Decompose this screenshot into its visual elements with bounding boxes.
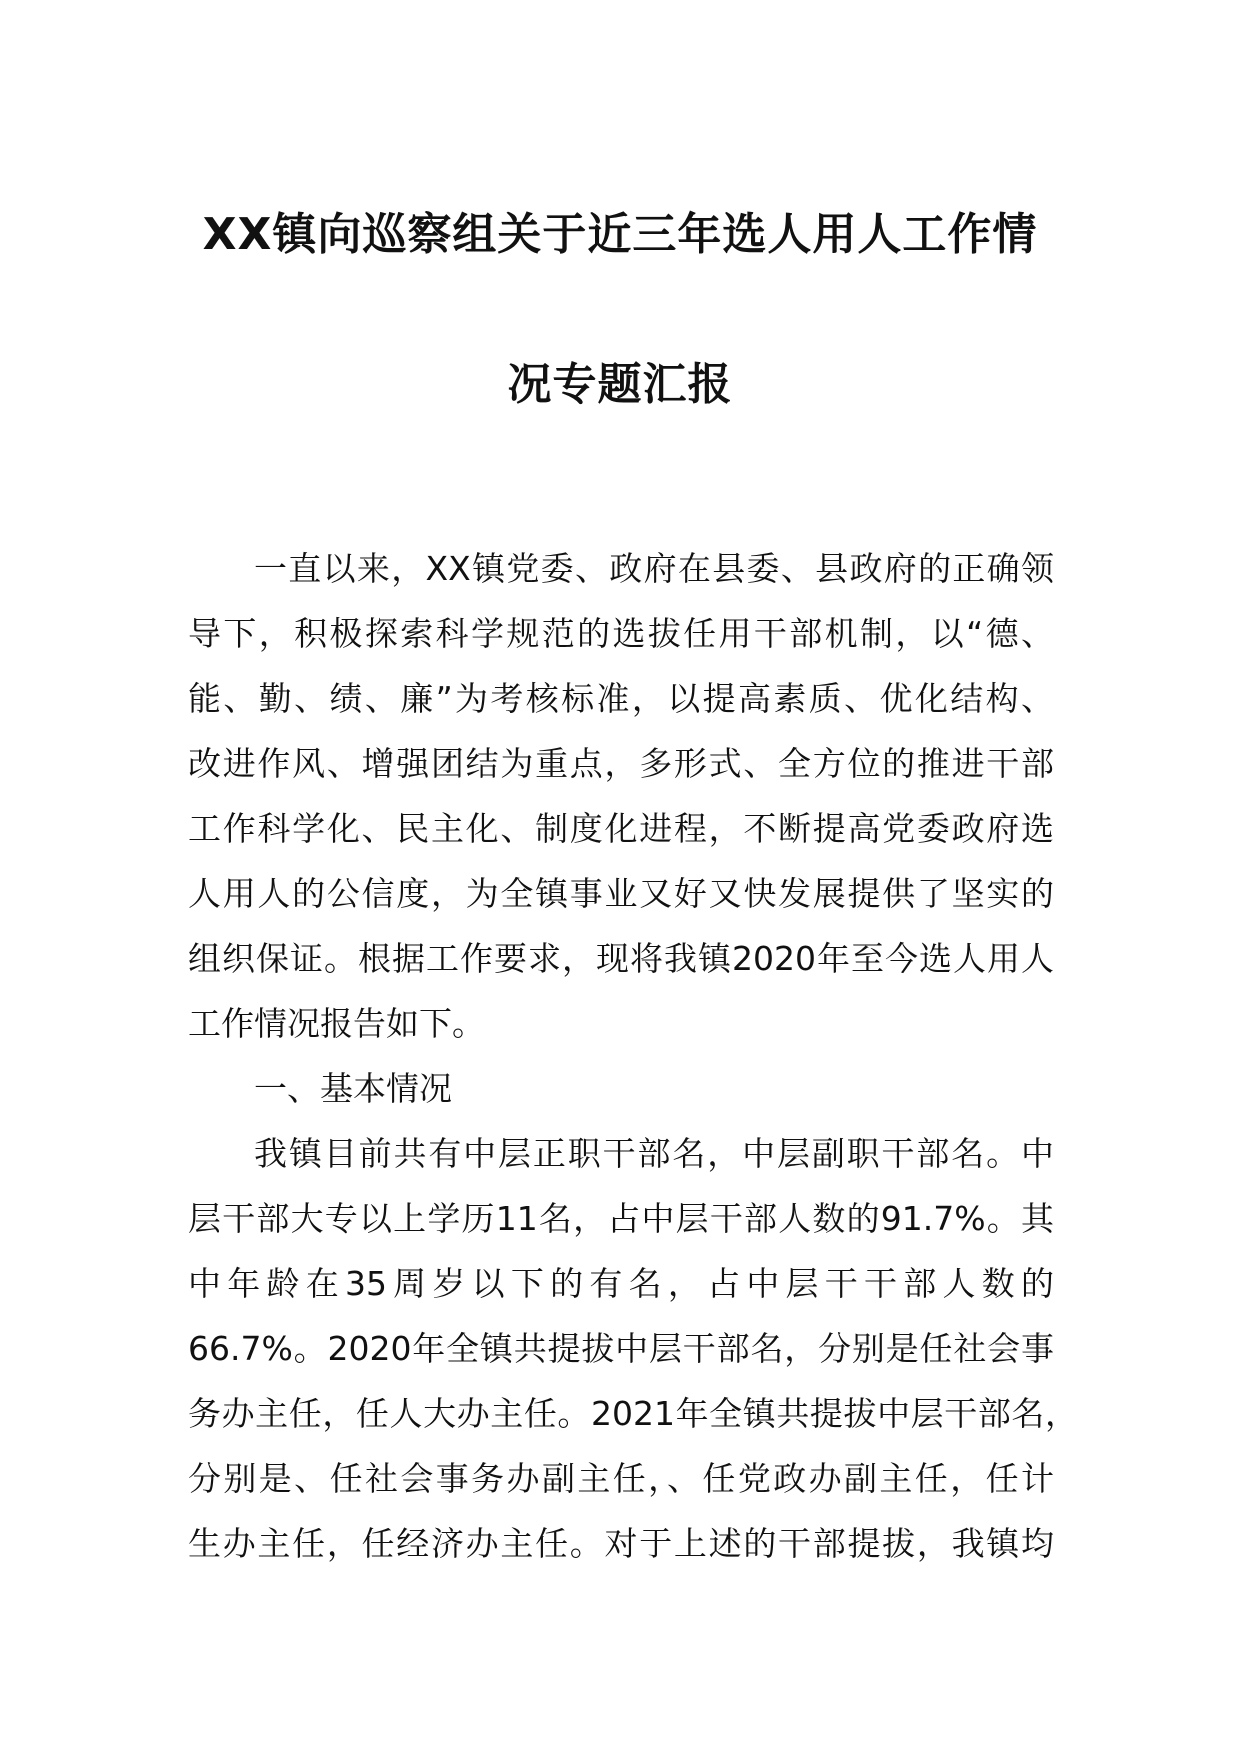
paragraph-2-line: 生办主任，任经济办主任。对于上述的干部提拔，我镇均 <box>188 1524 1054 1563</box>
document-title-line-2: 况专题汇报 <box>507 359 733 410</box>
paragraph-2-line: 66.7%。2020年全镇共提拔中层干部名，分别是任社会事 <box>188 1329 1054 1368</box>
paragraph-1-line: 人用人的公信度，为全镇事业又好又快发展提供了坚实的 <box>188 874 1054 913</box>
paragraph-2-line: 分别是、任社会事务办副主任，、任党政办副主任，任计 <box>188 1459 1054 1498</box>
paragraph-1-line: 一直以来，XX镇党委、政府在县委、县政府的正确领 <box>254 549 1054 588</box>
section-heading: 一、基本情况 <box>254 1069 452 1108</box>
paragraph-1-line: 导下，积极探索科学规范的选拔任用干部机制，以“德、 <box>188 614 1054 653</box>
paragraph-2-line: 务办主任，任人大办主任。2021年全镇共提拔中层干部名， <box>188 1394 1078 1433</box>
paragraph-1-line: 改进作风、增强团结为重点，多形式、全方位的推进干部 <box>188 744 1054 783</box>
document-title-line-1: XX镇向巡察组关于近三年选人用人工作情 <box>202 209 1038 260</box>
paragraph-2-line: 中年龄在35周岁以下的有名，占中层干干部人数的 <box>188 1264 1054 1303</box>
paragraph-1-line: 组织保证。根据工作要求，现将我镇2020年至今选人用人 <box>188 939 1054 978</box>
paragraph-2-line: 层干部大专以上学历11名，占中层干部人数的91.7%。其 <box>188 1199 1054 1238</box>
paragraph-2-line: 我镇目前共有中层正职干部名，中层副职干部名。中 <box>254 1134 1054 1173</box>
paragraph-1-line: 工作科学化、民主化、制度化进程，不断提高党委政府选 <box>188 809 1054 848</box>
paragraph-1-line: 工作情况报告如下。 <box>188 1004 485 1043</box>
paragraph-1-line: 能、勤、绩、廉”为考核标准，以提高素质、优化结构、 <box>188 679 1054 718</box>
